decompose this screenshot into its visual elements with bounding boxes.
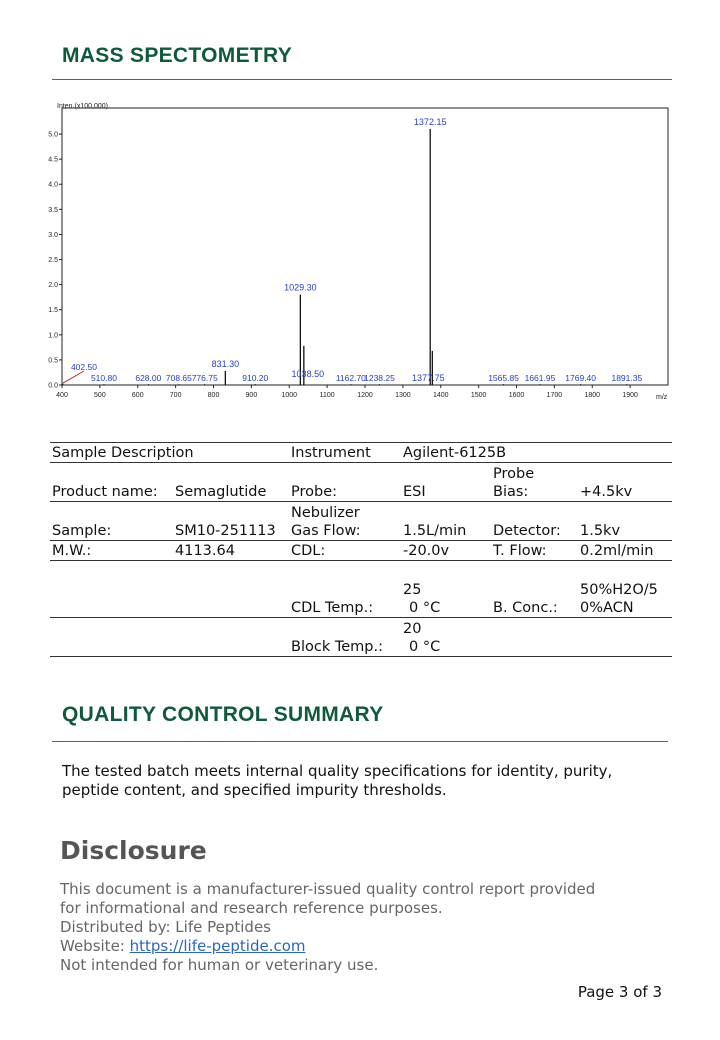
peak-label: 776.75: [191, 373, 218, 383]
cell-line: 0 °C: [409, 600, 441, 616]
x-tick-label: 1200: [357, 392, 373, 399]
cell: SM10-251113: [175, 523, 276, 539]
peak-label: 1769.40: [565, 373, 597, 383]
x-tick-label: 1300: [395, 392, 411, 399]
qc-summary-text: The tested batch meets internal quality specifications for identity, purity, peptide content, and specified impurity thresholds.: [62, 762, 613, 799]
plot-frame: [62, 108, 668, 385]
cell: CDL:: [291, 543, 326, 559]
peak-label: 1162.70: [335, 373, 366, 383]
peak-label: 1377.75: [412, 373, 445, 383]
cell-line: Probe: [493, 466, 535, 482]
website-label: Website:: [60, 937, 130, 955]
section-divider: [52, 79, 672, 80]
cell-line: 20: [403, 621, 422, 637]
cell: [289, 502, 401, 541]
section-divider: [52, 741, 668, 742]
y-axis-label: Inten.(x100,000): [57, 103, 108, 110]
x-tick-label: 1100: [319, 392, 335, 399]
table-row: [50, 463, 672, 502]
website-line: [60, 937, 595, 956]
cell: [578, 561, 672, 618]
mass-spectrometry-heading: MASS SPECTOMETRY: [62, 44, 292, 67]
disclosure-heading: Disclosure: [60, 836, 207, 865]
x-tick-label: 1500: [470, 392, 487, 399]
x-tick-label: 400: [56, 392, 68, 399]
y-tick-label: 2.0: [48, 282, 58, 290]
cell: [50, 618, 173, 657]
y-tick-label: 1.5: [48, 307, 58, 315]
cell-line: Bias:: [493, 484, 529, 500]
y-tick-label: 4.5: [48, 156, 58, 164]
disclosure-line: Not intended for human or veterinary use.: [60, 956, 379, 974]
disclosure-line: This document is a manufacturer-issued quality control report provided: [60, 880, 596, 898]
cell-line: 0 °C: [409, 639, 441, 655]
x-tick-label: 1900: [622, 392, 638, 399]
cell: 4113.64: [175, 543, 235, 559]
peak-label: 1891.35: [611, 373, 643, 383]
x-tick-label: 900: [245, 392, 258, 399]
disclosure-line: Distributed by: Life Peptides: [60, 918, 271, 936]
cell: Sample:: [52, 523, 112, 539]
x-tick-label: 1600: [508, 392, 525, 399]
cell: [50, 561, 173, 618]
cell: [491, 618, 578, 657]
x-tick-label: 700: [169, 392, 182, 399]
x-tick-label: 800: [207, 392, 220, 399]
quality-control-heading: QUALITY CONTROL SUMMARY: [62, 703, 384, 726]
cell: Semaglutide: [175, 484, 267, 500]
y-tick-label: 3.0: [48, 231, 58, 239]
cell: T. Flow:: [493, 543, 547, 559]
cell: Sample Description: [52, 445, 194, 461]
cell-line: 25: [403, 582, 422, 598]
table-row: [50, 618, 672, 657]
disclosure-line: for informational and research reference purposes.: [60, 899, 443, 917]
cell: Instrument: [291, 445, 371, 461]
y-tick-label: 0.0: [48, 382, 58, 390]
cell-line: 50%H2O/5: [580, 582, 658, 598]
y-tick-label: 5.0: [48, 131, 58, 139]
page-number: Page 3 of 3: [577, 983, 662, 1001]
peak-label: 831.30: [211, 358, 240, 369]
peak-label: 1565.85: [488, 373, 519, 383]
peak-label: 910.20: [242, 373, 269, 383]
cell: [173, 561, 289, 618]
y-tick-label: 0.5: [48, 357, 58, 365]
cell: -20.0v: [403, 543, 450, 559]
peak-label: 1238.25: [364, 373, 395, 383]
cell: [578, 443, 672, 463]
disclosure-body: [60, 880, 595, 975]
x-tick-label: 1800: [584, 392, 601, 399]
cell: Agilent-6125B: [403, 445, 507, 461]
y-tick-label: 2.5: [48, 257, 58, 265]
x-tick-label: 1400: [432, 392, 449, 399]
cell: [491, 463, 578, 502]
x-tick-label: 1000: [281, 392, 298, 399]
cell: 1.5L/min: [403, 523, 467, 539]
peak-label: 1038.50: [291, 369, 325, 379]
y-tick-label: 1.0: [48, 332, 58, 340]
mass-spectrum-chart: [40, 98, 680, 408]
table-row: [50, 443, 672, 463]
website-link[interactable]: https://life-peptide.com: [129, 937, 306, 955]
y-tick-label: 3.5: [48, 206, 58, 214]
cell-line: Gas Flow:: [291, 523, 361, 539]
table-row: [50, 541, 672, 561]
cell: ESI: [403, 484, 426, 500]
cell: +4.5kv: [580, 484, 633, 500]
cell: [173, 618, 289, 657]
cell: B. Conc.:: [493, 600, 558, 616]
x-tick-label: 500: [94, 392, 106, 399]
peak-label: 1372.15: [413, 117, 447, 128]
peak-label: 402.50: [70, 362, 97, 372]
cell: Product name:: [52, 484, 158, 500]
cell: [578, 618, 672, 657]
cell-line: 0%ACN: [580, 600, 634, 616]
table-row: [50, 502, 672, 541]
x-axis-label: m/z: [656, 394, 668, 401]
cell: [401, 561, 491, 618]
peak-label: 1029.30: [284, 282, 317, 293]
x-tick-label: 1700: [546, 392, 563, 399]
cell: 1.5kv: [580, 523, 621, 539]
cell: Detector:: [493, 523, 561, 539]
cell: M.W.:: [52, 543, 92, 559]
cell: CDL Temp.:: [291, 600, 374, 616]
y-tick-label: 4.0: [48, 181, 58, 189]
cell: [401, 618, 491, 657]
peak-label: 628.00: [135, 373, 162, 383]
peak-label: 1661.95: [524, 373, 556, 383]
instrument-parameters-table: [50, 442, 672, 657]
cell: 0.2ml/min: [580, 543, 654, 559]
peak-label: 510.80: [90, 373, 117, 383]
cell: Block Temp.:: [291, 639, 383, 655]
peak-label: 708.65: [165, 373, 192, 383]
cell: Probe:: [291, 484, 338, 500]
table-row: [50, 561, 672, 618]
x-tick-label: 600: [131, 392, 144, 399]
cell-line: Nebulizer: [291, 505, 360, 521]
